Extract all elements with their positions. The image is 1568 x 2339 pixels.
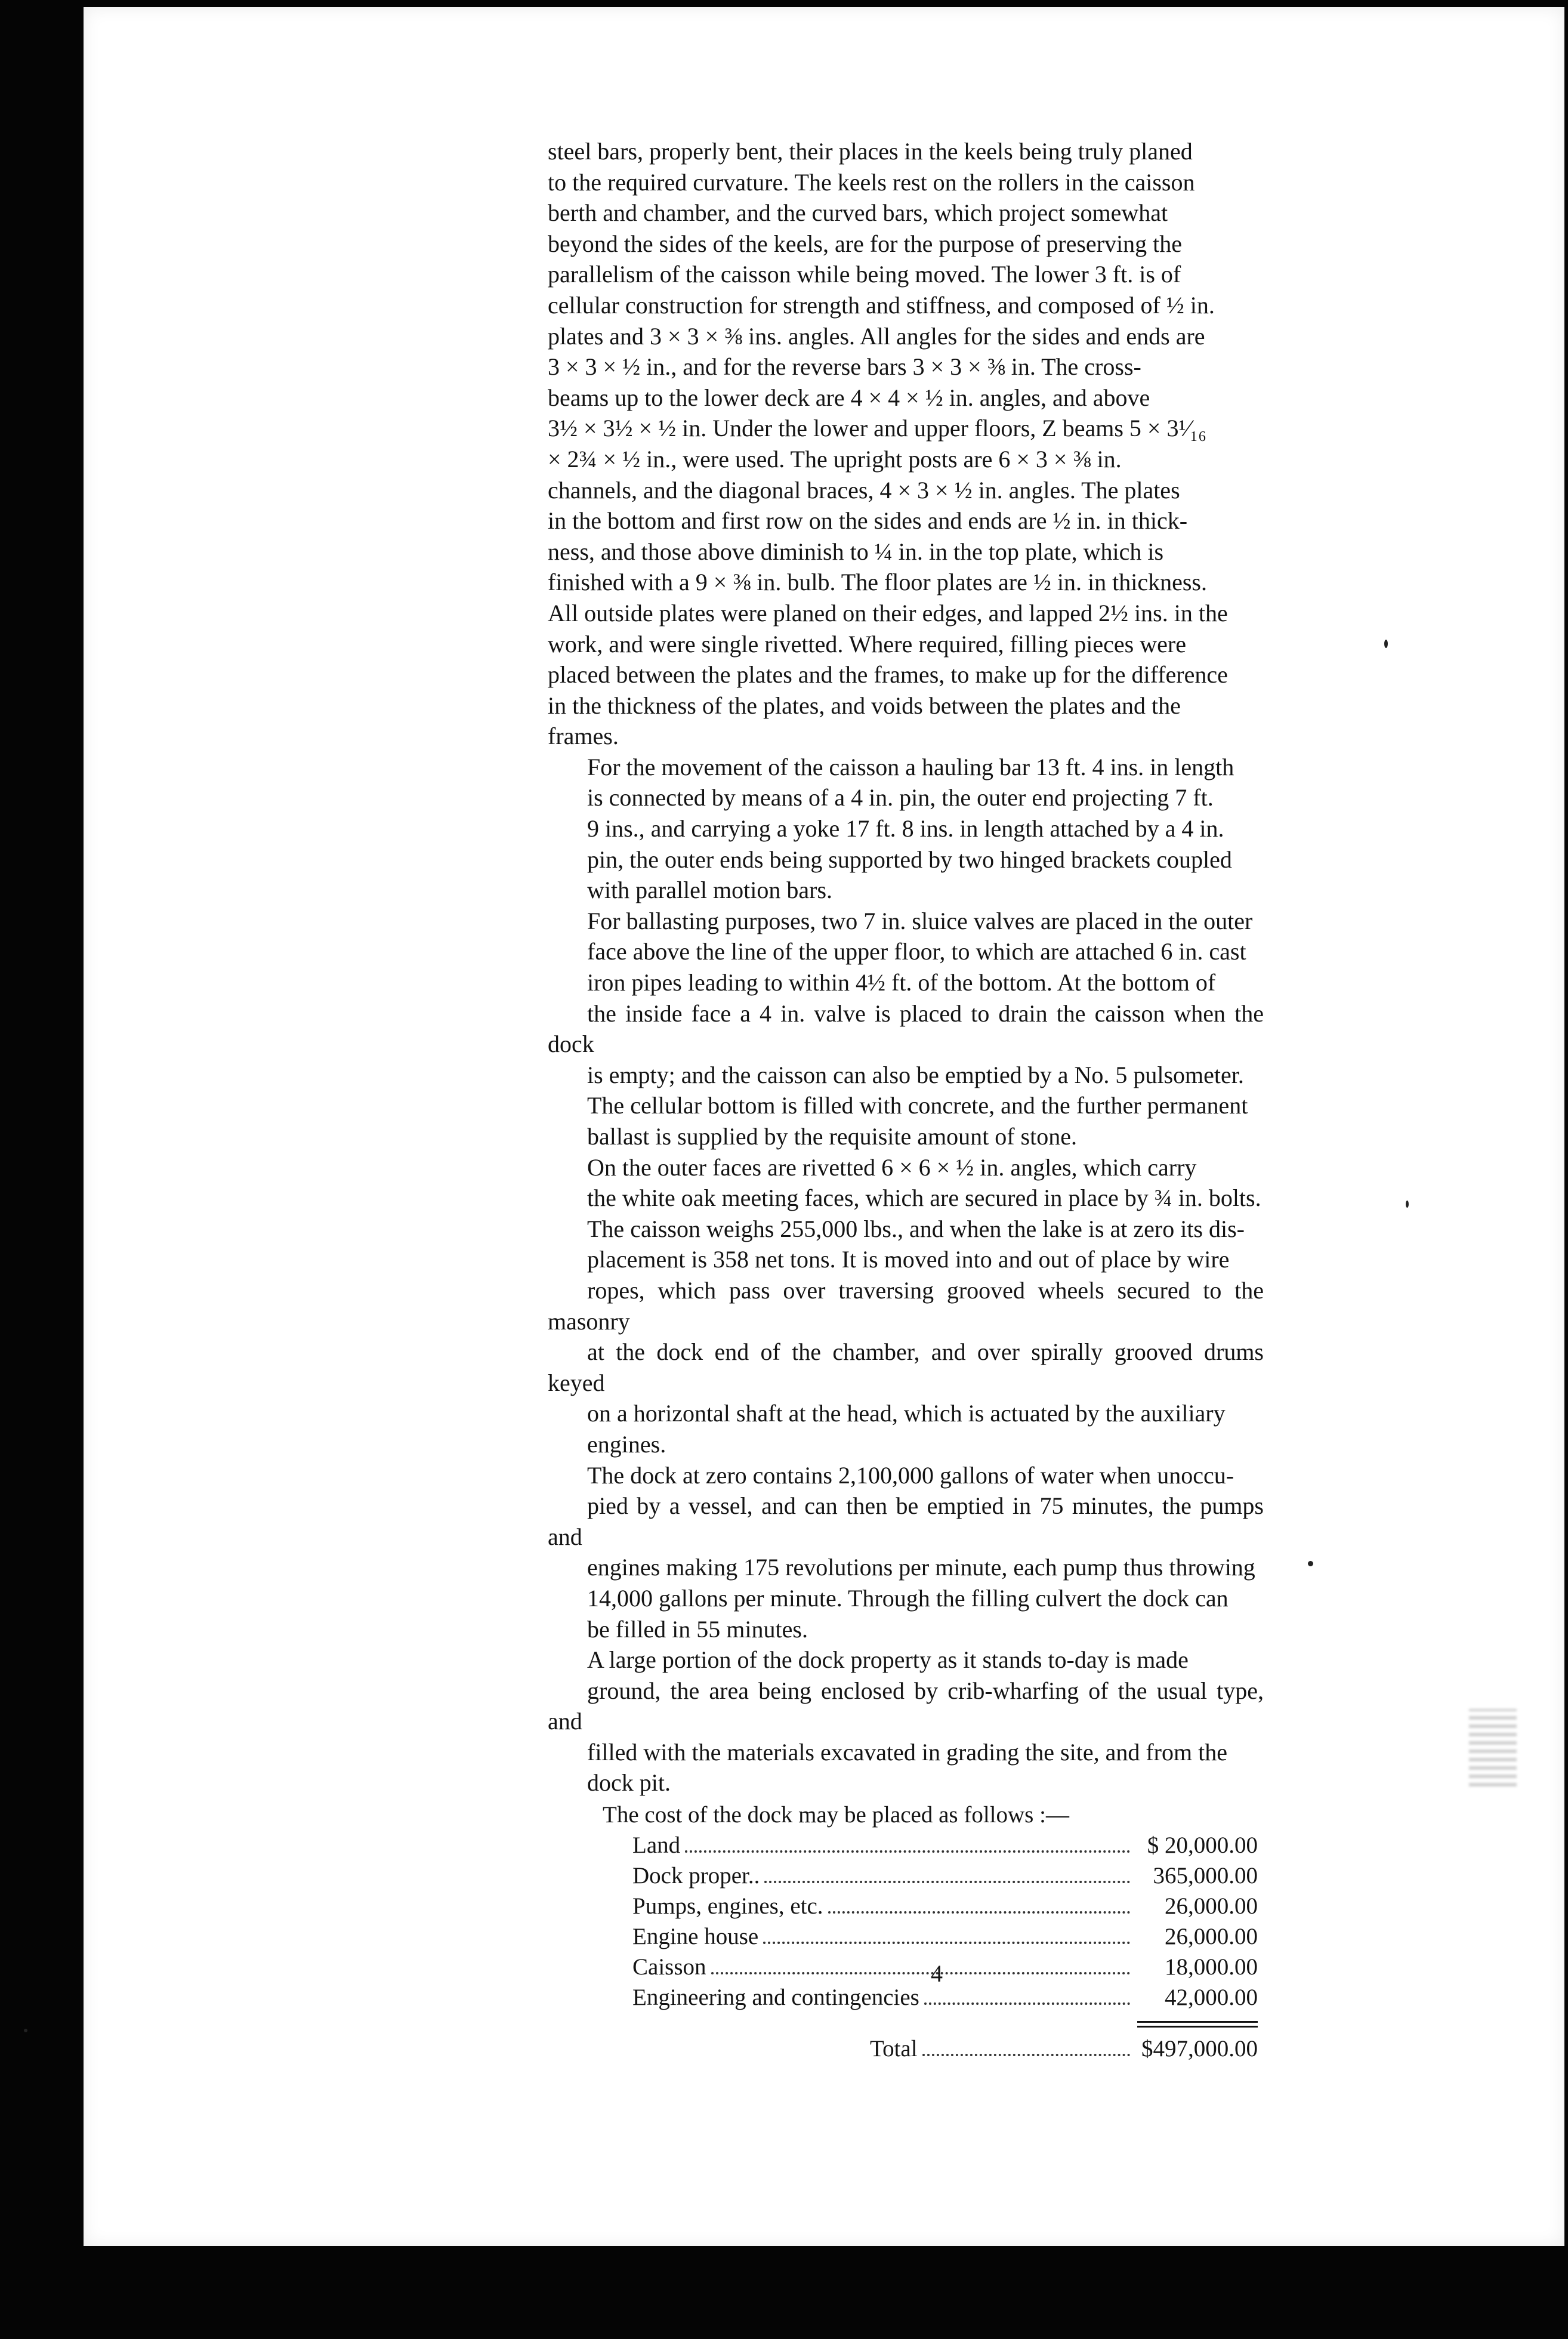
leader-dots — [924, 2002, 1130, 2005]
text-line: the inside face a 4 in. valve is placed to drain the caisson when the dock — [548, 999, 1264, 1058]
dust-speck — [24, 2029, 27, 2032]
text-line: The dock at zero contains 2,100,000 gallons of water when unoccu- — [587, 1461, 1234, 1489]
cost-amount: 26,000.00 — [1165, 1924, 1258, 1950]
paragraph — [548, 1460, 1264, 1645]
text-line: parallelism of the caisson while being moved. The lower 3 ft. is of — [548, 261, 1181, 288]
cost-label: Caisson — [632, 1954, 706, 1980]
total-amount: $497,000.00 — [1141, 2036, 1258, 2062]
cost-row — [548, 1952, 1264, 1982]
text-line: pin, the outer ends being supported by two hinged brackets coupled — [587, 846, 1232, 873]
leader-dots — [922, 2054, 1130, 2056]
text-line: channels, and the diagonal braces, 4 × 3 × ½ in. angles. The plates — [548, 476, 1180, 504]
cost-row — [548, 1921, 1264, 1952]
text-line: On the outer faces are rivetted 6 × 6 × ½ in. angles, which carry — [587, 1153, 1197, 1181]
leader-dots — [711, 1972, 1130, 1974]
text-line: face above the line of the upper floor, to which are attached 6 in. cast — [587, 938, 1246, 965]
dust-speck — [1384, 640, 1388, 648]
text-line: For ballasting purposes, two 7 in. sluice valves are placed in the outer — [587, 907, 1253, 934]
cost-row — [548, 1830, 1264, 1860]
text-line: A large portion of the dock property as it stands to-day is made — [587, 1646, 1189, 1674]
paragraph — [548, 136, 1264, 752]
text-line: at the dock end of the chamber, and over spirally grooved drums keyed — [548, 1338, 1264, 1396]
text-line: ropes, which pass over traversing grooved wheels secured to the masonry — [548, 1276, 1264, 1335]
text-line: berth and chamber, and the curved bars, which project somewhat — [548, 199, 1168, 227]
total-row — [548, 2033, 1264, 2064]
cost-row — [548, 1860, 1264, 1891]
paragraph — [548, 1152, 1264, 1214]
cost-amount: 26,000.00 — [1165, 1893, 1258, 1920]
text-line: in the thickness of the plates, and voids between the plates and the — [548, 692, 1181, 719]
text-line: with parallel motion bars. — [587, 877, 833, 904]
total-rule — [1137, 2021, 1258, 2028]
leader-dots — [828, 1911, 1130, 1914]
cost-intro: The cost of the dock may be placed as follows :— — [603, 1802, 1069, 1828]
text-line: cellular construction for strength and stiffness, and composed of ½ in. — [548, 291, 1215, 319]
text-line: ballast is supplied by the requisite amount of stone. — [587, 1123, 1077, 1150]
text-line: is connected by means of a 4 in. pin, the outer end projecting 7 ft. — [587, 784, 1214, 811]
text-line: placement is 358 net tons. It is moved into and out of place by wire — [587, 1246, 1230, 1273]
text-line: the white oak meeting faces, which are secured in place by ¾ in. bolts. — [587, 1184, 1261, 1212]
paragraph — [548, 752, 1264, 906]
cost-amount: 365,000.00 — [1153, 1863, 1258, 1889]
text-line: engines making 175 revolutions per minute, each pump thus throwing — [587, 1554, 1255, 1581]
text-line: All outside plates were planed on their edges, and lapped 2½ ins. in the — [548, 599, 1228, 627]
text-line: frames. — [548, 723, 619, 750]
text-line: 3½ × 3½ × ½ in. Under the lower and upper floors, Z beams 5 × 3¹⁄₁₆ — [548, 415, 1207, 442]
cost-row — [548, 1982, 1264, 2013]
cost-amount: 42,000.00 — [1165, 1985, 1258, 2011]
text-line: beams up to the lower deck are 4 × 4 × ½ in. angles, and above — [548, 384, 1150, 411]
text-line: plates and 3 × 3 × ⅜ ins. angles. All angles for the sides and ends are — [548, 322, 1205, 350]
text-line: be filled in 55 minutes. — [587, 1615, 808, 1643]
cost-label: Engineering and contingencies — [632, 1985, 919, 2011]
text-line: The caisson weighs 255,000 lbs., and when the lake is at zero its dis- — [587, 1215, 1245, 1242]
text-line: pied by a vessel, and can then be emptied in 75 minutes, the pumps and — [548, 1492, 1264, 1550]
text-line: work, and were single rivetted. Where required, filling pieces were — [548, 630, 1186, 658]
cost-label: Pumps, engines, etc. — [632, 1893, 823, 1920]
text-line: For the movement of the caisson a hauling bar 13 ft. 4 ins. in length — [587, 753, 1234, 780]
cost-label: Land — [632, 1832, 681, 1859]
leader-dots — [763, 1942, 1130, 1944]
text-line: to the required curvature. The keels rest on the rollers in the caisson — [548, 168, 1195, 196]
text-line: The cellular bottom is filled with concrete, and the further permanent — [587, 1092, 1248, 1119]
text-line: engines. — [587, 1430, 666, 1458]
text-line: 14,000 gallons per minute. Through the filling culvert the dock can — [587, 1584, 1229, 1612]
paragraph — [548, 1214, 1264, 1460]
text-line: steel bars, properly bent, their places in the keels being truly planed — [548, 138, 1193, 165]
text-line: 3 × 3 × ½ in., and for the reverse bars 3 × 3 × ⅜ in. The cross- — [548, 353, 1141, 381]
total-label: Total — [870, 2036, 918, 2062]
paragraph — [548, 906, 1264, 1091]
scan-smudge — [1469, 1709, 1517, 1786]
dust-speck — [1406, 1201, 1409, 1208]
page-number: 4 — [931, 1960, 943, 1987]
leader-dots — [685, 1850, 1130, 1853]
paragraph — [548, 1090, 1264, 1152]
text-line: filled with the materials excavated in grading the site, and from the — [587, 1738, 1227, 1766]
cost-table — [548, 1800, 1264, 2064]
text-line: beyond the sides of the keels, are for the purpose of preserving the — [548, 230, 1182, 257]
paragraph — [548, 1644, 1264, 1798]
cost-label: Engine house — [632, 1924, 759, 1950]
cost-amount: 18,000.00 — [1165, 1954, 1258, 1980]
text-line: dock pit. — [587, 1769, 671, 1797]
text-line: 9 ins., and carrying a yoke 17 ft. 8 ins. in length attached by a 4 in. — [587, 815, 1224, 843]
text-line: in the bottom and first row on the sides and ends are ½ in. in thick- — [548, 507, 1188, 535]
text-line: is empty; and the caisson can also be emptied by a No. 5 pulsometer. — [587, 1061, 1244, 1088]
cost-label: Dock proper.. — [632, 1863, 760, 1889]
text-line: ground, the area being enclosed by crib-wharfing of the usual type, and — [548, 1677, 1264, 1735]
dust-speck — [1308, 1561, 1313, 1566]
cost-row — [548, 1891, 1264, 1921]
leader-dots — [764, 1881, 1130, 1883]
text-line: iron pipes leading to within 4½ ft. of the bottom. At the bottom of — [587, 969, 1216, 996]
text-line: finished with a 9 × ⅜ in. bulb. The floor plates are ½ in. in thickness. — [548, 569, 1207, 596]
cost-amount: $ 20,000.00 — [1147, 1832, 1258, 1859]
text-line: placed between the plates and the frames, to make up for the difference — [548, 661, 1228, 689]
text-line: on a horizontal shaft at the head, which is actuated by the auxiliary — [587, 1400, 1226, 1427]
body-text — [548, 136, 1264, 2064]
text-line: ness, and those above diminish to ¼ in. in the top plate, which is — [548, 538, 1164, 565]
text-line: × 2¾ × ½ in., were used. The upright posts are 6 × 3 × ⅜ in. — [548, 445, 1122, 473]
